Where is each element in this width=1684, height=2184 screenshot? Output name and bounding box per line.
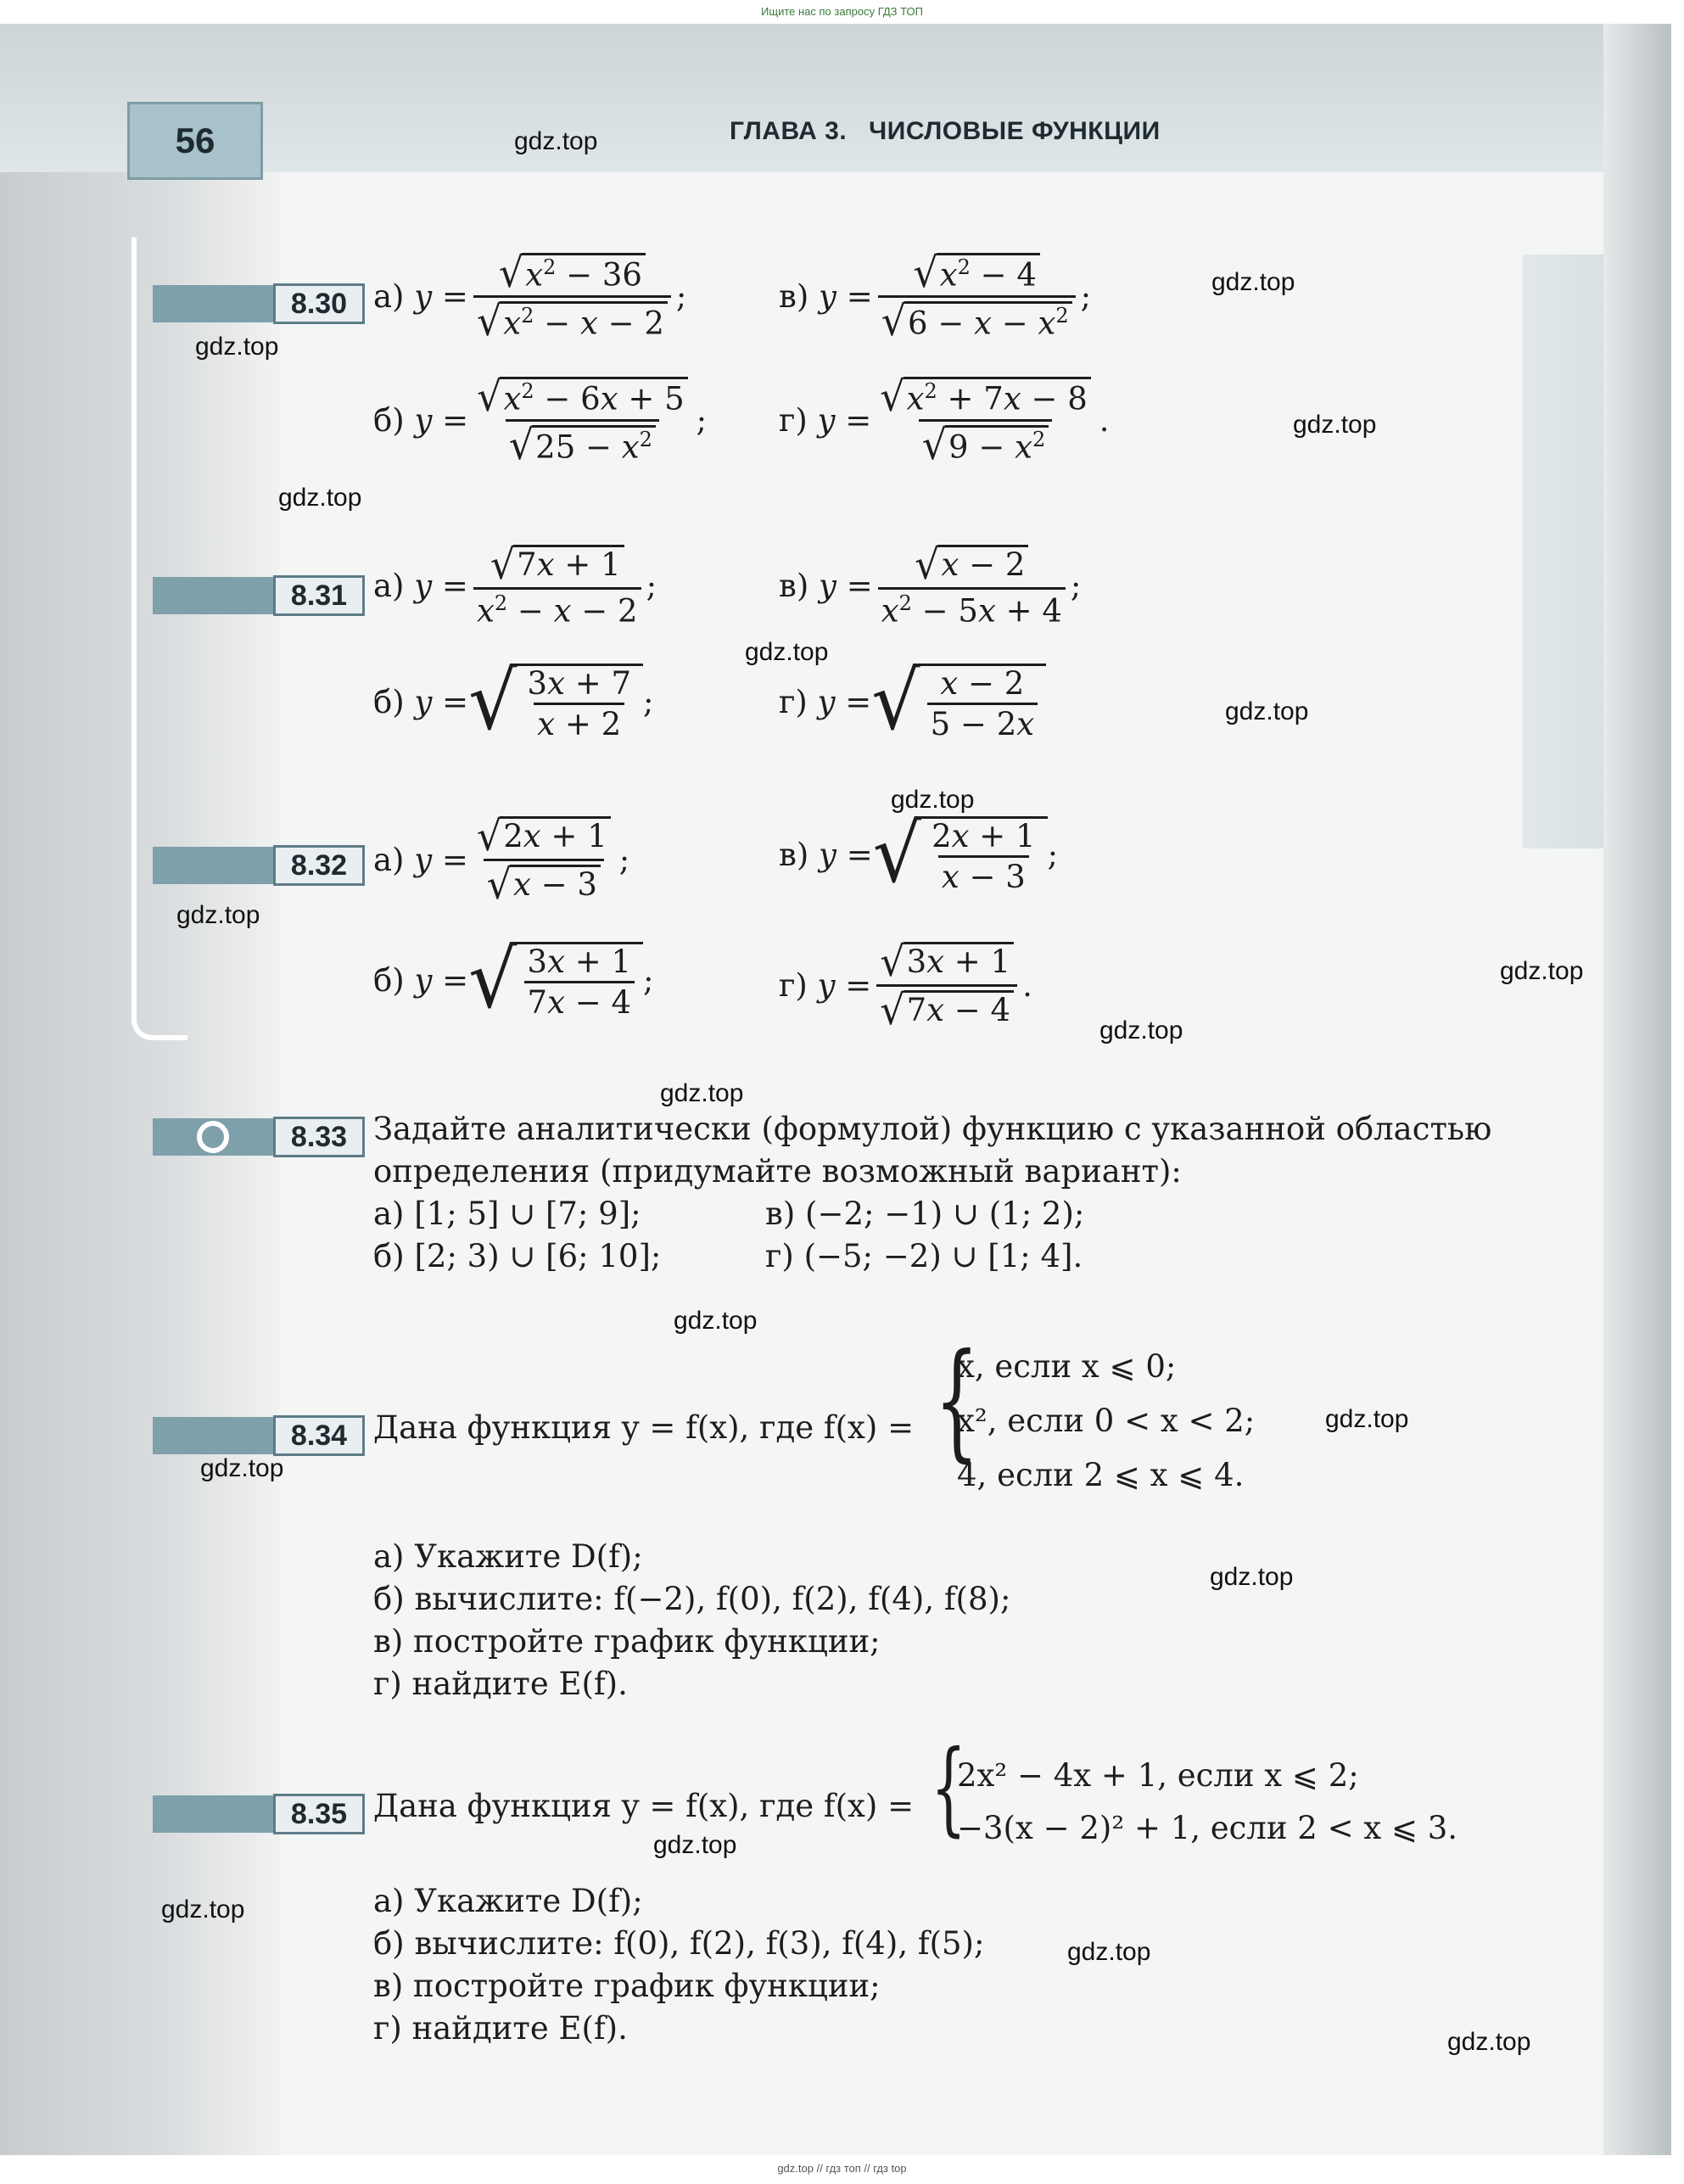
watermark: gdz.top: [1500, 957, 1584, 985]
watermark: gdz.top: [278, 484, 362, 512]
problem-lead: Дана функция y = f(x), где f(x) =: [373, 1788, 915, 1824]
task-item: б) вычислите: f(0), f(2), f(3), f(4), f(5);: [373, 1925, 985, 1962]
case-line: −3(x − 2)² + 1, если 2 < x ⩽ 3.: [957, 1810, 1458, 1846]
watermark: gdz.top: [1225, 697, 1309, 725]
watermark: gdz.top: [660, 1079, 744, 1107]
watermark: gdz.top: [1325, 1405, 1409, 1433]
task-item: в) постройте график функции;: [373, 1623, 881, 1660]
task-item: а) Укажите D(f);: [373, 1538, 643, 1575]
formula-8-31-v: в) y = √ x − 2 $x^2 - 5x + 4$ ;: [779, 540, 1082, 630]
task-item: г) найдите E(f).: [373, 1666, 628, 1702]
task-item: в) постройте график функции;: [373, 1968, 881, 2004]
watermark: gdz.top: [1293, 411, 1377, 439]
formula-8-31-a: а) y = √ 7x + 1 $x^2 - x - 2$ ;: [373, 540, 657, 630]
case-line: 2x² − 4x + 1, если x ⩽ 2;: [957, 1757, 1359, 1794]
problem-number: 8.31: [273, 575, 365, 616]
case-line: 4, если 2 ⩽ x ⩽ 4.: [957, 1457, 1245, 1493]
watermark: gdz.top: [200, 1454, 284, 1482]
watermark: gdz.top: [176, 901, 260, 929]
cases-brace: {: [934, 1327, 979, 1475]
problem-text: определения (придумайте возможный вариант):: [373, 1153, 1182, 1190]
formula-8-32-v: в) y = √ $\frac{2x + 1}{x - 3}$ ;: [779, 807, 1059, 901]
cases-brace: {: [931, 1729, 967, 1847]
formula-8-30-g: г) y = √ $x^2 + 7x - 8$ √ $9 - x^2$ .: [779, 372, 1110, 469]
case-line: x, если x ⩽ 0;: [957, 1348, 1177, 1385]
task-item: б) вычислите: f(−2), f(0), f(2), f(4), f(8);: [373, 1581, 1011, 1617]
watermark: gdz.top: [653, 1831, 737, 1859]
page-number: 56: [127, 102, 263, 180]
formula-8-30-b: б) y = √ $x^2 - 6x + 5$ √ $25 - x^2$ ;: [373, 372, 708, 469]
problem-number: 8.33: [273, 1117, 365, 1157]
formula-8-30-v: в) y = √ $x^2 - 4$ √ $6 - x - x^2$ ;: [779, 248, 1092, 345]
watermark: gdz.top: [745, 638, 829, 666]
problem-text: Задайте аналитически (формулой) функцию с указанной областью: [373, 1111, 1492, 1147]
formula-8-32-a: а) y = √ 2x + 1 √ x − 3 ;: [373, 811, 630, 909]
watermark: gdz.top: [514, 127, 598, 155]
formula-8-32-b: б) y = √ $\frac{3x + 1}{7x - 4}$ ;: [373, 932, 654, 1027]
answer-option-b: б) [2; 3) ∪ [6; 10];: [373, 1238, 662, 1274]
problem-number: 8.32: [273, 845, 365, 886]
task-item: а) Укажите D(f);: [373, 1883, 643, 1919]
top-note: Ищите нас по запросу ГДЗ ТОП: [761, 5, 923, 18]
formula-8-31-b: б) y = √ $\frac{3x + 7}{x + 2}$ ;: [373, 654, 654, 748]
answer-option-v: в) (−2; −1) ∪ (1; 2);: [765, 1196, 1085, 1232]
problem-number: 8.30: [273, 283, 365, 324]
case-line: x², если 0 < x < 2;: [957, 1403, 1256, 1439]
chapter-label: ГЛАВА 3.: [730, 117, 848, 145]
watermark: gdz.top: [1210, 1563, 1294, 1591]
watermark: gdz.top: [1067, 1938, 1151, 1966]
watermark: gdz.top: [195, 333, 279, 361]
formula-8-31-g: г) y = √ $\frac{x - 2}{5 - 2x}$: [779, 664, 1046, 740]
bottom-note: gdz.top // гдз топ // гдз top: [777, 2162, 907, 2175]
circle-marker-icon: [197, 1121, 229, 1153]
chapter-heading: [730, 117, 1161, 146]
watermark: gdz.top: [161, 1896, 245, 1924]
answer-option-g: г) (−5; −2) ∪ [1; 4].: [765, 1238, 1083, 1274]
watermark: gdz.top: [1447, 2028, 1531, 2056]
formula-8-32-g: г) y = √ 3x + 1 √ 7x − 4 .: [779, 937, 1032, 1034]
watermark: gdz.top: [674, 1307, 758, 1335]
problem-number: 8.34: [273, 1415, 365, 1456]
watermark: gdz.top: [1099, 1016, 1183, 1044]
problem-lead: Дана функция y = f(x), где f(x) =: [373, 1409, 915, 1446]
watermark: gdz.top: [891, 786, 975, 814]
answer-option-a: а) [1; 5] ∪ [7; 9];: [373, 1196, 641, 1232]
task-item: г) найдите E(f).: [373, 2010, 628, 2047]
formula-8-30-a: а) y = √ $x^2 - 36$ √ $x^2 - x - 2$ ;: [373, 248, 687, 345]
chapter-title: ЧИСЛОВЫЕ ФУНКЦИИ: [869, 117, 1161, 145]
problem-number: 8.35: [273, 1794, 365, 1834]
watermark: gdz.top: [1211, 268, 1295, 296]
page-edge: [1603, 24, 1671, 2155]
